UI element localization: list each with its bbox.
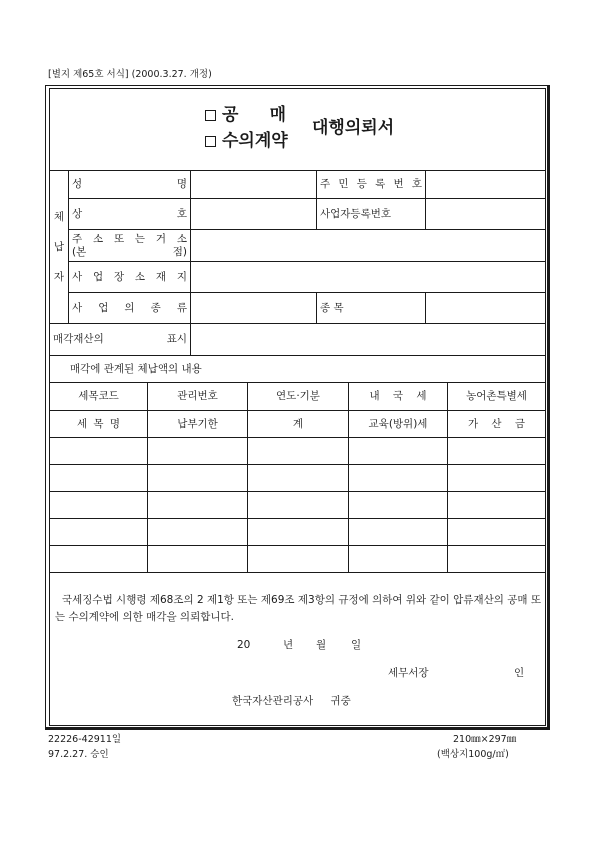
- resident-number-label-cell: [316, 170, 426, 199]
- arrears-section-label: 매각에 관계된 체납액의 내용: [70, 362, 202, 375]
- arrears-entry-cell[interactable]: [147, 545, 248, 573]
- request-body-text: 국세징수법 시행령 제68조의 2 제1항 또는 제69조 제3항의 규정에 의하여 위와 같이 압류재산의 공매 또는 수의계약에 의한 매각을 의뢰합니다.: [55, 594, 541, 623]
- arrears-entry-cell[interactable]: [247, 437, 349, 465]
- approval-date: 97.2.27. 승인: [48, 749, 109, 760]
- signer-title: 세무서장: [388, 667, 429, 679]
- header-total: [247, 410, 349, 438]
- arrears-section-label-cell: [49, 355, 546, 383]
- date-year-prefix: 20: [237, 639, 251, 651]
- header-due-date-label: 납부기한: [177, 417, 218, 430]
- business-type-field[interactable]: [190, 292, 317, 324]
- arrears-entry-cell[interactable]: [49, 464, 148, 492]
- workplace-label-cell: [68, 261, 191, 293]
- workplace-field[interactable]: [190, 261, 546, 293]
- title-option-private-contract: [205, 131, 288, 151]
- trade-name-label-cell: [68, 198, 191, 230]
- name-label: 성 명: [72, 178, 187, 190]
- header-due-date: [147, 410, 248, 438]
- arrears-entry-cell[interactable]: [348, 437, 448, 465]
- resident-number-label: 주 민 등 록 번 호: [320, 178, 422, 190]
- header-rural-special-tax: [447, 382, 546, 411]
- header-year-period-label: 연도·기분: [276, 390, 320, 402]
- property-field[interactable]: [190, 323, 546, 356]
- document-title: 대행의뢰서: [312, 118, 395, 138]
- arrears-entry-cell[interactable]: [247, 464, 349, 492]
- address-label-line2: (본 점): [72, 245, 187, 258]
- header-total-label: 계: [292, 417, 304, 430]
- arrears-entry-cell[interactable]: [447, 545, 546, 573]
- date-month-unit: 월: [316, 639, 327, 651]
- seal-mark: 인: [514, 667, 525, 679]
- taxpayer-section-char: 자: [53, 270, 65, 283]
- arrears-entry-cell[interactable]: [447, 518, 546, 546]
- form-code: 22226-42911일: [48, 734, 122, 745]
- arrears-entry-cell[interactable]: [447, 491, 546, 519]
- header-tax-item-name: [49, 410, 148, 438]
- item-label: 종 목: [320, 301, 344, 314]
- header-additional-charge: [447, 410, 546, 438]
- paper-size: 210㎜×297㎜: [453, 734, 517, 745]
- recipient: 한국자산관리공사 귀중: [232, 695, 351, 707]
- resident-number-field[interactable]: [425, 170, 546, 199]
- title-option-auction: [205, 105, 286, 125]
- taxpayer-section-char: 체: [53, 210, 65, 223]
- item-label-cell: [316, 292, 426, 324]
- arrears-entry-cell[interactable]: [147, 464, 248, 492]
- address-label-line1: 주 소 또 는 거 소: [72, 232, 187, 245]
- private-contract-checkbox[interactable]: [205, 136, 216, 147]
- arrears-entry-cell[interactable]: [447, 437, 546, 465]
- address-field[interactable]: [190, 229, 546, 262]
- arrears-entry-cell[interactable]: [147, 437, 248, 465]
- arrears-entry-cell[interactable]: [147, 518, 248, 546]
- private-contract-label: 수의계약: [222, 131, 288, 151]
- workplace-label: 사 업 장 소 재 지: [72, 270, 187, 283]
- header-management-number: [147, 382, 248, 411]
- arrears-entry-cell[interactable]: [447, 464, 546, 492]
- header-year-period: [247, 382, 349, 411]
- name-label-cell: [68, 170, 191, 199]
- header-additional-charge-label: 가 산 금: [467, 417, 526, 430]
- header-national-tax-label: 내 국 세: [369, 390, 427, 402]
- arrears-entry-cell[interactable]: [49, 491, 148, 519]
- date-year-unit: 년: [283, 639, 294, 651]
- business-number-field[interactable]: [425, 198, 546, 230]
- arrears-entry-cell[interactable]: [348, 518, 448, 546]
- header-rural-special-tax-label: 농어촌특별세: [466, 390, 527, 402]
- auction-checkbox[interactable]: [205, 110, 216, 121]
- name-field[interactable]: [190, 170, 317, 199]
- property-label-cell: [49, 323, 191, 356]
- arrears-entry-cell[interactable]: [49, 437, 148, 465]
- auction-label: 공 매: [222, 105, 286, 125]
- date-day-unit: 일: [351, 639, 362, 651]
- arrears-entry-cell[interactable]: [147, 491, 248, 519]
- trade-name-field[interactable]: [190, 198, 317, 230]
- taxpayer-section-label: [49, 170, 69, 324]
- title-area: [49, 88, 546, 171]
- arrears-entry-cell[interactable]: [247, 545, 349, 573]
- arrears-entry-cell[interactable]: [247, 518, 349, 546]
- header-education-tax: [348, 410, 448, 438]
- property-label: 매각재산의 표시: [53, 333, 187, 345]
- header-tax-code: [49, 382, 148, 411]
- header-education-tax-label: 교육(방위)세: [368, 417, 428, 430]
- arrears-entry-cell[interactable]: [348, 464, 448, 492]
- arrears-entry-cell[interactable]: [49, 518, 148, 546]
- arrears-entry-cell[interactable]: [348, 491, 448, 519]
- business-number-label: 사업자등록번호: [320, 207, 392, 220]
- business-type-label-cell: [68, 292, 191, 324]
- header-tax-item-name-label: 세 목 명: [76, 417, 121, 430]
- taxpayer-section-char: 납: [53, 240, 65, 253]
- business-type-label: 사 업 의 종 류: [72, 301, 187, 314]
- arrears-entry-cell[interactable]: [348, 545, 448, 573]
- header-national-tax: [348, 382, 448, 411]
- trade-name-label: 상 호: [72, 207, 187, 220]
- arrears-entry-cell[interactable]: [49, 545, 148, 573]
- form-header-note: [별지 제65호 서식] (2000.3.27. 개정): [48, 69, 212, 80]
- item-field[interactable]: [425, 292, 546, 324]
- address-label-cell: [68, 229, 191, 262]
- arrears-entry-cell[interactable]: [247, 491, 349, 519]
- header-management-number-label: 관리번호: [177, 390, 218, 402]
- header-tax-code-label: 세목코드: [78, 390, 119, 402]
- paper-type: (백상지100g/㎡): [437, 749, 509, 760]
- business-number-label-cell: [316, 198, 426, 230]
